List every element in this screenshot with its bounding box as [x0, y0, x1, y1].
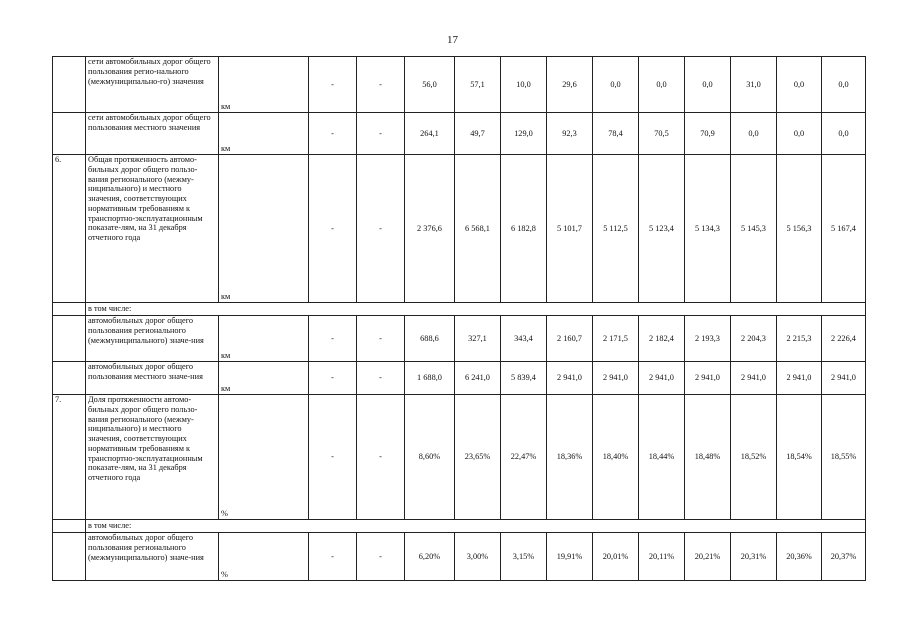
value-cell: - — [309, 316, 357, 362]
value-cell: 70,9 — [685, 113, 731, 155]
value-cell: - — [357, 155, 405, 303]
table-row — [53, 316, 866, 362]
row-number — [53, 303, 86, 316]
value-cell: 5 145,3 — [731, 155, 777, 303]
value-cell: 3,00% — [455, 533, 501, 581]
indicator-description: Доля протяженности автомо-бильных дорог общего пользо-вания регионального (межму-ниципального) и местного значения, соответствующих нормативным требованиям к транспортно-эксплуатационным показате-лям, на 31 декабря отчетного года — [86, 395, 219, 520]
value-cell: 2 160,7 — [547, 316, 593, 362]
value-cell: 6 182,8 — [501, 155, 547, 303]
unit-cell: км — [219, 57, 309, 113]
value-cell: 2 226,4 — [822, 316, 866, 362]
value-cell: 2 941,0 — [685, 362, 731, 395]
value-cell: 5 134,3 — [685, 155, 731, 303]
value-cell: 5 123,4 — [639, 155, 685, 303]
value-cell: 2 941,0 — [547, 362, 593, 395]
value-cell: 2 204,3 — [731, 316, 777, 362]
value-cell: 18,40% — [593, 395, 639, 520]
table-body — [53, 57, 866, 581]
value-cell: 0,0 — [593, 57, 639, 113]
value-cell: 6 568,1 — [455, 155, 501, 303]
indicator-description: автомобильных дорог общего пользования регионального (межмуниципального) значе-ния — [86, 316, 219, 362]
unit-cell: км — [219, 316, 309, 362]
table-row — [53, 155, 866, 303]
value-cell: 19,91% — [547, 533, 593, 581]
subheader-label: в том числе: — [86, 520, 866, 533]
value-cell: 5 101,7 — [547, 155, 593, 303]
value-cell: 10,0 — [501, 57, 547, 113]
value-cell: 5 839,4 — [501, 362, 547, 395]
value-cell: - — [309, 395, 357, 520]
value-cell: 2 941,0 — [777, 362, 822, 395]
row-number — [53, 520, 86, 533]
row-number: 6. — [53, 155, 86, 303]
subheader-row — [53, 520, 866, 533]
value-cell: 2 182,4 — [639, 316, 685, 362]
unit-cell: км — [219, 362, 309, 395]
value-cell: 0,0 — [639, 57, 685, 113]
value-cell: 0,0 — [731, 113, 777, 155]
value-cell: 18,44% — [639, 395, 685, 520]
value-cell: 92,3 — [547, 113, 593, 155]
subheader-row — [53, 303, 866, 316]
value-cell: 2 376,6 — [405, 155, 455, 303]
value-cell: 6 241,0 — [455, 362, 501, 395]
indicator-description: сети автомобильных дорог общего пользования местного значения — [86, 113, 219, 155]
row-number — [53, 533, 86, 581]
value-cell: 2 193,3 — [685, 316, 731, 362]
value-cell: 2 215,3 — [777, 316, 822, 362]
value-cell: 5 112,5 — [593, 155, 639, 303]
value-cell: 18,54% — [777, 395, 822, 520]
value-cell: 343,4 — [501, 316, 547, 362]
value-cell: 2 941,0 — [593, 362, 639, 395]
value-cell: - — [357, 57, 405, 113]
table-row — [53, 57, 866, 113]
value-cell: 5 156,3 — [777, 155, 822, 303]
unit-cell: км — [219, 155, 309, 303]
value-cell: 20,01% — [593, 533, 639, 581]
value-cell: 31,0 — [731, 57, 777, 113]
page-number: 17 — [447, 34, 458, 46]
value-cell: 2 941,0 — [731, 362, 777, 395]
value-cell: - — [357, 395, 405, 520]
table-row — [53, 362, 866, 395]
row-number — [53, 57, 86, 113]
value-cell: 22,47% — [501, 395, 547, 520]
value-cell: 18,55% — [822, 395, 866, 520]
value-cell: - — [309, 57, 357, 113]
value-cell: 56,0 — [405, 57, 455, 113]
value-cell: 20,31% — [731, 533, 777, 581]
value-cell: 0,0 — [777, 57, 822, 113]
value-cell: - — [357, 316, 405, 362]
value-cell: 327,1 — [455, 316, 501, 362]
value-cell: - — [357, 362, 405, 395]
value-cell: 29,6 — [547, 57, 593, 113]
value-cell: 0,0 — [822, 57, 866, 113]
value-cell: 20,37% — [822, 533, 866, 581]
value-cell: 20,21% — [685, 533, 731, 581]
value-cell: 23,65% — [455, 395, 501, 520]
value-cell: 8,60% — [405, 395, 455, 520]
subheader-label: в том числе: — [86, 303, 866, 316]
value-cell: 20,36% — [777, 533, 822, 581]
value-cell: 264,1 — [405, 113, 455, 155]
value-cell: 49,7 — [455, 113, 501, 155]
row-number: 7. — [53, 395, 86, 520]
value-cell: 6,20% — [405, 533, 455, 581]
value-cell: 3,15% — [501, 533, 547, 581]
value-cell: 20,11% — [639, 533, 685, 581]
value-cell: - — [309, 113, 357, 155]
value-cell: 57,1 — [455, 57, 501, 113]
table-row — [53, 395, 866, 520]
value-cell: - — [357, 113, 405, 155]
value-cell: - — [357, 533, 405, 581]
row-number — [53, 113, 86, 155]
value-cell: 18,48% — [685, 395, 731, 520]
value-cell: 70,5 — [639, 113, 685, 155]
value-cell: 0,0 — [822, 113, 866, 155]
indicator-description: сети автомобильных дорог общего пользования регио-нального (межмуниципально-го) значения — [86, 57, 219, 113]
row-number — [53, 316, 86, 362]
row-number — [53, 362, 86, 395]
value-cell: 18,36% — [547, 395, 593, 520]
value-cell: 78,4 — [593, 113, 639, 155]
unit-cell: % — [219, 395, 309, 520]
value-cell: - — [309, 155, 357, 303]
value-cell: 18,52% — [731, 395, 777, 520]
value-cell: 2 941,0 — [639, 362, 685, 395]
value-cell: 2 941,0 — [822, 362, 866, 395]
table-row — [53, 533, 866, 581]
unit-cell: % — [219, 533, 309, 581]
value-cell: - — [309, 533, 357, 581]
value-cell: 0,0 — [777, 113, 822, 155]
indicator-description: автомобильных дорог общего пользования местного значе-ния — [86, 362, 219, 395]
indicators-table — [52, 56, 866, 581]
value-cell: 688,6 — [405, 316, 455, 362]
indicator-description: автомобильных дорог общего пользования регионального (межмуниципального) значе-ния — [86, 533, 219, 581]
value-cell: 5 167,4 — [822, 155, 866, 303]
value-cell: 0,0 — [685, 57, 731, 113]
value-cell: 2 171,5 — [593, 316, 639, 362]
unit-cell: км — [219, 113, 309, 155]
value-cell: - — [309, 362, 357, 395]
indicator-description: Общая протяженность автомо-бильных дорог общего пользо-вания регионального (межму-ниципального) и местного значения, соответствующих нормативным требованиям к транспортно-эксплуатационным показате-лям, на 31 декабря отчетного года — [86, 155, 219, 303]
value-cell: 129,0 — [501, 113, 547, 155]
value-cell: 1 688,0 — [405, 362, 455, 395]
table-row — [53, 113, 866, 155]
